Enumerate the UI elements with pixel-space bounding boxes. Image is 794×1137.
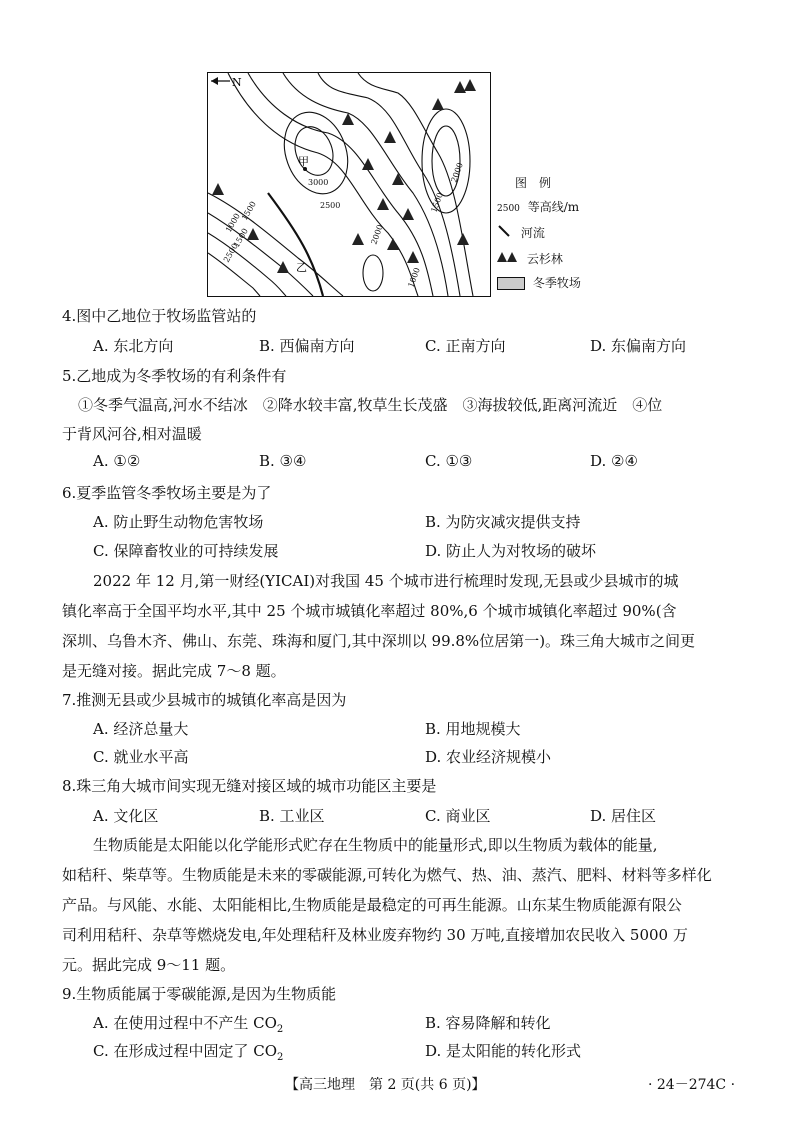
q9-option-c-sub: 2 [277,1052,284,1063]
passage1-line2: 镇化率高于全国平均水平,其中 25 个城市城镇化率超过 80%,6 个城市城镇化率超过 90%(含 [62,602,677,620]
river-icon [497,225,511,240]
svg-text:2500: 2500 [320,201,341,210]
passage2-line4: 司利用秸秆、杂草等燃烧发电,年处理秸秆及林业废弃物约 30 万吨,直接增加农民收入 5000 万 [62,926,688,944]
topographic-map [207,72,491,297]
page-footer-center: 【高三地理 第 2 页(共 6 页)】 [285,1077,486,1093]
legend-pasture [497,274,581,291]
q6-option-a: A. 防止野生动物危害牧场 [93,513,264,531]
q9-option-a [93,1012,283,1035]
svg-text:1000: 1000 [223,211,242,234]
passage1-line3: 深圳、乌鲁木齐、佛山、东莞、珠海和厦门,其中深圳以 99.8%位居第一)。珠三角大城市之间更 [62,632,696,650]
q9-option-b: B. 容易降解和转化 [425,1014,551,1032]
river [268,193,323,296]
q5-option-a: A. ①② [93,452,141,470]
q9-stem: 9.生物质能属于零碳能源,是因为生物质能 [62,985,337,1003]
q8-option-b: B. 工业区 [259,807,325,825]
svg-text:1000: 1000 [406,266,422,289]
q7-option-b: B. 用地规模大 [425,720,521,738]
svg-text:3000: 3000 [308,178,329,187]
contour-label: 等高线/m [527,200,580,214]
q4-option-d: D. 东偏南方向 [590,337,687,355]
q6-option-b: B. 为防灾减灾提供支持 [425,513,581,531]
passage2-line1: 生物质能是太阳能以化学能形式贮存在生物质中的能量形式,即以生物质为载体的能量, [93,836,658,854]
legend-forest [497,250,563,267]
q9-option-c [93,1040,283,1063]
contour-lines [208,73,473,296]
svg-text:1500: 1500 [231,226,250,249]
q6-option-c: C. 保障畜牧业的可持续发展 [93,542,279,560]
svg-text:2500: 2500 [221,241,240,264]
q4-stem: 4.图中乙地位于牧场监管站的 [62,307,257,325]
legend-river [497,224,545,241]
svg-text:1500: 1500 [429,191,445,214]
spruce-icon [497,251,519,266]
q5-option-d: D. ②④ [590,452,638,470]
q5-stem: 5.乙地成为冬季牧场的有利条件有 [62,367,287,385]
q5-option-c: C. ①③ [425,452,473,470]
q4-option-c: C. 正南方向 [425,337,506,355]
q5-items-line2: 于背风河谷,相对温暖 [62,425,202,443]
north-label: N [232,76,242,89]
q9-option-c-text: C. 在形成过程中固定了 CO [93,1042,278,1060]
svg-text:1500: 1500 [239,199,258,222]
q7-stem: 7.推测无县或少县城市的城镇化率高是因为 [62,691,347,709]
q5-items-line1: ①冬季气温高,河水不结冰 ②降水较丰富,牧草生长茂盛 ③海拔较低,距离河流近 ④位 [78,396,663,414]
q8-option-a: A. 文化区 [93,807,159,825]
q4-option-a: A. 东北方向 [93,337,174,355]
q8-option-c: C. 商业区 [425,807,491,825]
q9-option-d: D. 是太阳能的转化形式 [425,1042,582,1060]
legend-contour [497,198,579,215]
q5-option-b: B. ③④ [259,452,307,470]
q6-stem: 6.夏季监管冬季牧场主要是为了 [62,484,272,502]
q7-option-a: A. 经济总量大 [93,720,189,738]
passage2-line3: 产品。与风能、水能、太阳能相比,生物质能是最稳定的可再生能源。山东某生物质能源有限公 [62,896,682,914]
north-arrow-icon [211,77,230,85]
legend-title: 图 例 [515,176,552,190]
svg-text:2000: 2000 [369,223,385,246]
q7-option-d: D. 农业经济规模小 [425,748,552,766]
forest-label: 云杉林 [526,252,563,266]
svg-text:2000: 2000 [449,161,465,184]
passage1-line4: 是无缝对接。据此完成 7～8 题。 [62,662,286,680]
page-footer-code: · 24－274C · [648,1077,736,1093]
pasture-swatch-icon [497,277,525,290]
q9-option-a-sub: 2 [276,1024,284,1035]
q8-option-d: D. 居住区 [590,807,657,825]
passage1-line1: 2022 年 12 月,第一财经(YICAI)对我国 45 个城市进行梳理时发现,无县或少县城市的城 [93,572,679,590]
q6-option-d: D. 防止人为对牧场的破坏 [425,542,597,560]
q8-stem: 8.珠三角大城市间实现无缝对接区域的城市功能区主要是 [62,777,437,795]
point-jia-label: 甲 [298,155,309,168]
river-label: 河流 [520,226,545,240]
point-yi-label: 乙 [296,261,307,274]
q4-option-b: B. 西偏南方向 [259,337,355,355]
pasture-label: 冬季牧场 [532,276,581,290]
passage2-line2: 如秸秆、柴草等。生物质能是未来的零碳能源,可转化为燃气、热、油、蒸汽、肥料、材料等多样化 [62,866,712,884]
contour-sample-label: 2500 [497,204,520,214]
q7-option-c: C. 就业水平高 [93,748,189,766]
passage2-line5: 元。据此完成 9～11 题。 [62,956,236,974]
q9-option-a-text: A. 在使用过程中不产生 CO [93,1014,277,1032]
contour-map-svg [208,73,490,296]
